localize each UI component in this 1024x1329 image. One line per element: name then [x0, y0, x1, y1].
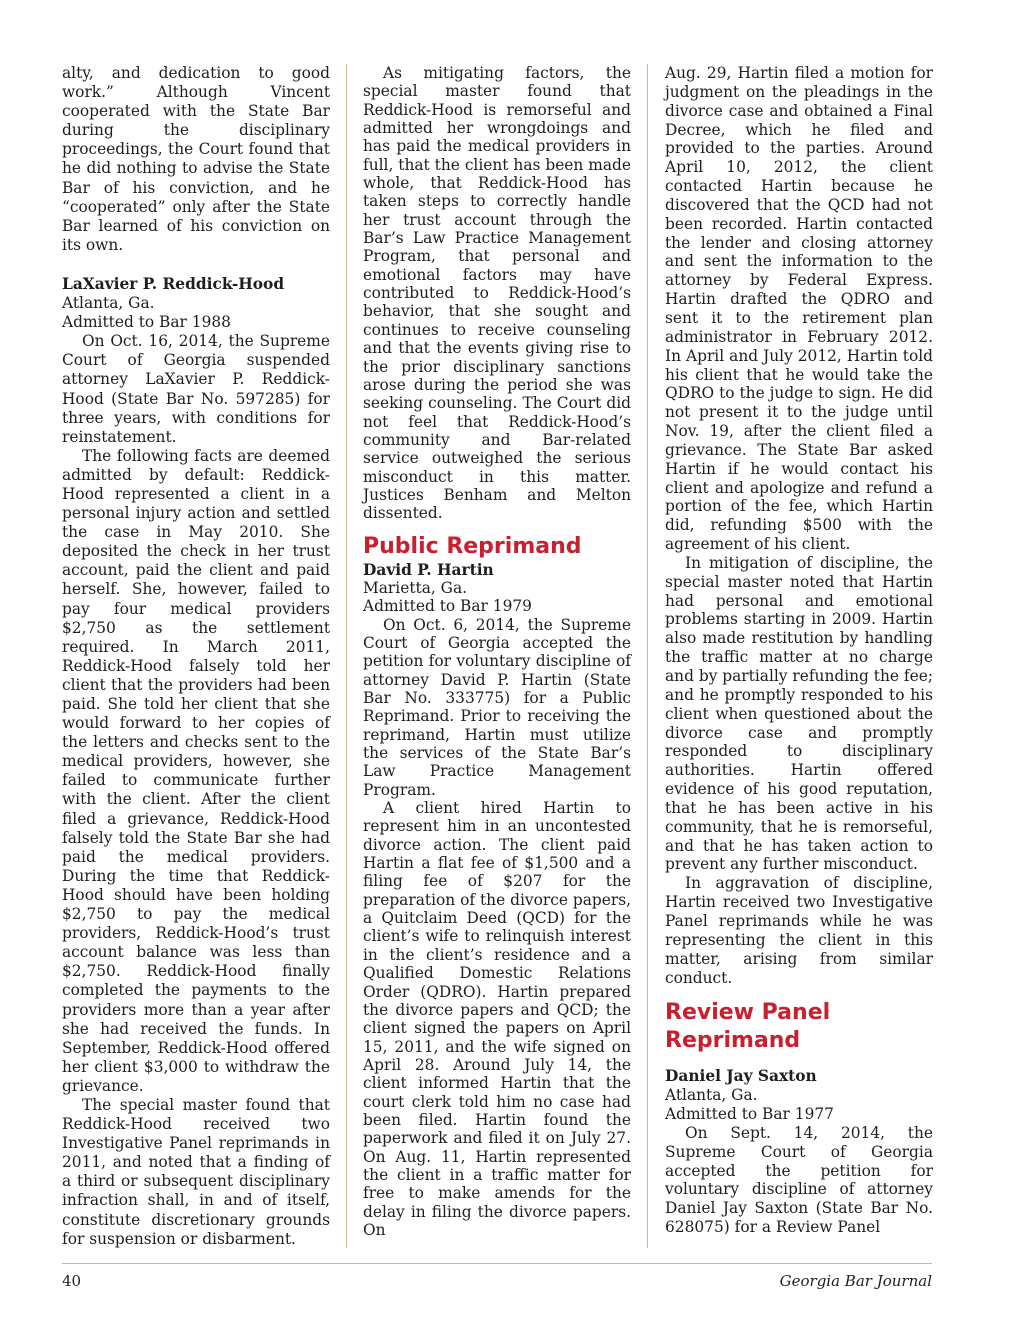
attorney-city: Atlanta, Ga.	[62, 294, 155, 313]
paragraph: As mitigating factors, the special master found that Reddick-Hood is remorseful and admitted her wrongdoings and has paid the medical providers in full, that the client has been made whole, that Reddick-Hood has taken steps to correctly handle her trust account through the Bar’s Law Practice Management Program, that personal and emotional factors may have contributed to Reddick-Hood’s behavior, that she sought and continues to receive counseling and that the events giving rise to the prior disciplinary sanctions arose during the period she was seeking counseling. The Court did not feel that Reddick-Hood’s community and Bar-related service outweighed the serious misconduct in this matter. Justices Benham and Melton dissented.	[363, 64, 631, 523]
journal-title: Georgia Bar Journal	[779, 1272, 932, 1290]
paragraph: On Oct. 6, 2014, the Supreme Court of Georgia accepted the petition for voluntary discipline of attorney David P. Hartin (State Bar No. 333775) for a Public Reprimand. Prior to receiving the reprimand, Hartin must utilize the services of the State Bar’s Law Practice Management Program.	[363, 615, 631, 799]
section-heading-public-reprimand: Public Reprimand	[363, 533, 582, 559]
paragraph: alty, and dedication to good work.” Although Vincent cooperated with the State Bar during the disciplinary proceedings, the Court found that he did nothing to advise the State Bar of his conviction, and he “cooperated” only after the State Bar learned of his conviction on its own.	[62, 64, 330, 254]
page-number: 40	[62, 1272, 82, 1290]
attorney-admitted: Admitted to Bar 1988	[62, 313, 231, 332]
column-3	[665, 64, 933, 1237]
paragraph: The following facts are deemed admitted by default: Reddick-Hood represented a client in a personal injury action and settled the case in May 2010. She deposited the check in her trust account, paid the client and paid herself. She, however, failed to pay four medical providers $2,750 as the settlement required. In March 2011, Reddick-Hood falsely told her client that the providers had been paid. She told her client that she would forward to her copies of the letters and checks sent to the medical providers, however, she failed to communicate further with the client. After the client filed a grievance, Reddick-Hood falsely told the State Bar she had paid the medical providers. During the time that Reddick-Hood should have been holding $2,750 to pay the medical providers, Reddick-Hood’s trust account balance was less than $2,750. Reddick-Hood finally completed the payments to the providers more than a year after she had received the funds. In September, Reddick-Hood offered her client $3,000 to withdraw the grievance.	[62, 446, 330, 1095]
paragraph: In aggravation of discipline, Hartin received two Investigative Panel reprimands while he was representing the client in this matter, arising from similar conduct.	[665, 874, 933, 987]
attorney-name: LaXavier P. Reddick-Hood	[62, 274, 285, 293]
column-divider	[346, 64, 347, 1248]
footer-divider	[62, 1263, 932, 1264]
paragraph: On Sept. 14, 2014, the Supreme Court of Georgia accepted the petition for voluntary discipline of attorney Daniel Jay Saxton (State Bar No. 628075) for a Review Panel	[665, 1123, 933, 1237]
column-2	[363, 64, 631, 1239]
paragraph: In mitigation of discipline, the special master noted that Hartin had personal and emotional problems starting in 2009. Hartin also made restitution by handling the traffic matter at no charge and by partially refunding the fee; and he promptly responded to his client when questioned about the divorce case and promptly responded to disciplinary authorities. Hartin offered evidence of his good reputation, that he has been active in his community, that he is remorseful, and that he has taken action to prevent any further misconduct.	[665, 553, 933, 874]
paragraph: A client hired Hartin to represent him in an uncontested divorce action. The client paid Hartin a flat fee of $1,500 and a filing fee of $207 for the preparation of the divorce papers, a Quitclaim Deed (QCD) for the client’s wife to relinquish interest in the client’s residence and a Qualified Domestic Relations Order (QDRO). Hartin prepared the divorce papers and QCD; the client signed the papers on April 15, 2011, and the wife signed on April 28. Around July 14, the client informed Hartin that the court clerk told him no case had been filed. Hartin found the paperwork and filed it on July 27. On Aug. 11, Hartin represented the client in a traffic matter for free to make amends for the delay in filing the divorce papers. On	[363, 799, 631, 1239]
column-1	[62, 64, 330, 1249]
attorney-city: Marietta, Ga.	[363, 578, 468, 597]
section-heading-review-panel-reprimand: Review Panel Reprimand	[665, 1000, 831, 1054]
attorney-name: David P. Hartin	[363, 560, 494, 579]
paragraph: Aug. 29, Hartin filed a motion for judgment on the pleadings in the divorce case and obtained a Final Decree, which he filed and provided to the parties. Around April 10, 2012, the client contacted Hartin because he discovered that the QCD had not been recorded. Hartin contacted the lender and closing attorney and sent the information to the attorney by Federal Express. Hartin drafted the QDRO and sent it to the retirement plan administrator in February 2012. In April and July 2012, Hartin told his client that he would take the QDRO to the judge to sign. He did not present it to the judge until Nov. 19, after the client filed a grievance. The State Bar asked Hartin if he would contact his client and apologize and refund a portion of the fee, which Hartin did, refunding $500 with the agreement of his client.	[665, 64, 933, 554]
attorney-name: Daniel Jay Saxton	[665, 1067, 817, 1086]
paragraph: The special master found that Reddick-Hood received two Investigative Panel reprimands in 2011, and noted that a finding of a third or subsequent disciplinary infraction shall, in and of itself, constitute discretionary grounds for suspension or disbarment.	[62, 1095, 330, 1248]
attorney-admitted: Admitted to Bar 1979	[363, 597, 532, 616]
attorney-city: Atlanta, Ga.	[665, 1086, 758, 1105]
attorney-admitted: Admitted to Bar 1977	[665, 1105, 834, 1124]
paragraph: On Oct. 16, 2014, the Supreme Court of Georgia suspended attorney LaXavier P. Reddick-Hood (State Bar No. 597285) for three years, with conditions for reinstatement.	[62, 332, 330, 446]
column-divider	[647, 64, 648, 1248]
